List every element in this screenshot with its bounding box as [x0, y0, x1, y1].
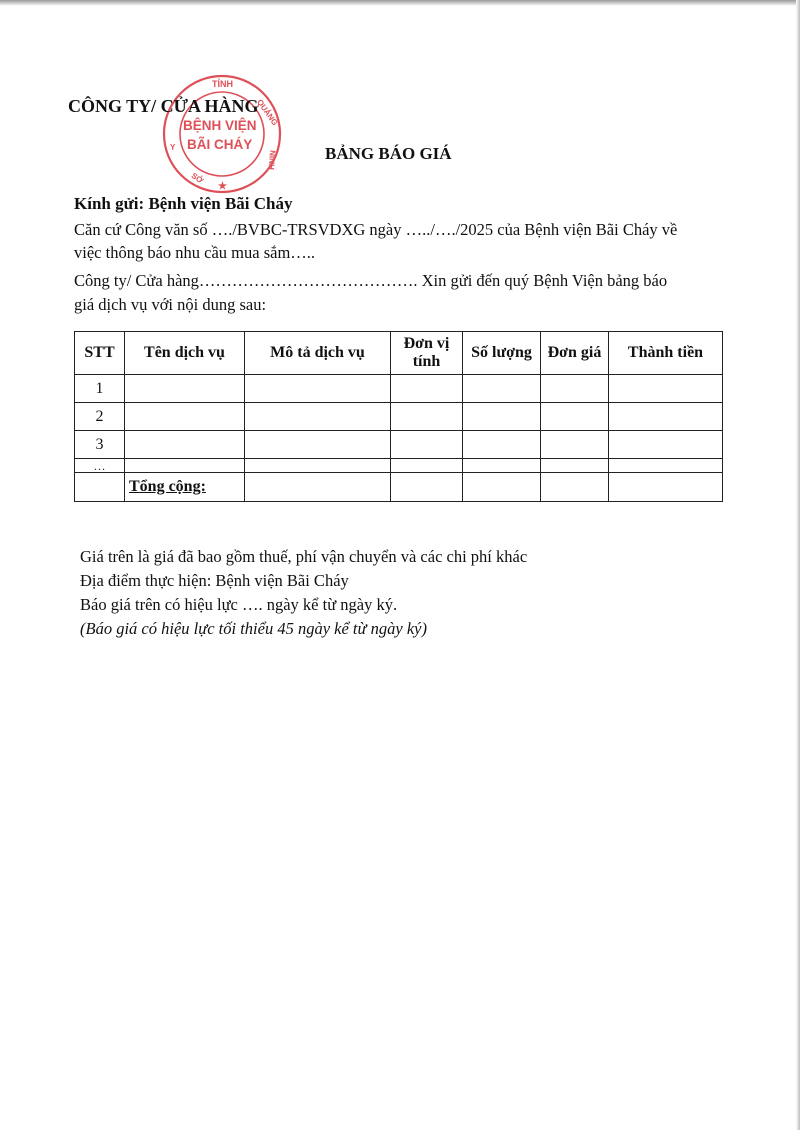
recipient-line: Kính gửi: Bệnh viện Bãi Cháy	[74, 194, 293, 213]
cell-stt: …	[75, 459, 125, 473]
cell-unit-price	[541, 403, 609, 431]
cell-unit-price	[541, 375, 609, 403]
hospital-stamp	[160, 72, 284, 196]
scan-edge-right	[796, 0, 800, 1130]
intro-line-3: Công ty/ Cửa hàng…………………………………. Xin gửi đến quý Bệnh Viện bảng báo	[74, 271, 668, 290]
company-label: CÔNG TY/ CỬA HÀNG	[68, 96, 259, 116]
cell-service-name	[125, 459, 245, 473]
header-unit-price: Đơn giá	[541, 332, 609, 375]
cell-quantity	[463, 403, 541, 431]
cell-service-desc	[245, 431, 391, 459]
total-row	[75, 473, 723, 502]
cell-quantity	[463, 459, 541, 473]
cell-amount	[609, 431, 723, 459]
cell-amount	[609, 459, 723, 473]
cell-service-name	[125, 375, 245, 403]
cell-quantity	[463, 431, 541, 459]
cell-service-desc	[245, 375, 391, 403]
stamp-left-text: Y	[170, 143, 176, 152]
cell-total-quantity	[463, 473, 541, 502]
note-price-includes: Giá trên là giá đã bao gồm thuế, phí vận chuyển và các chi phí khác	[80, 547, 528, 566]
header-amount: Thành tiền	[609, 332, 723, 375]
cell-unit	[391, 375, 463, 403]
stamp-star: ★	[218, 181, 227, 192]
table-row	[75, 403, 723, 431]
cell-unit-price	[541, 459, 609, 473]
stamp-right-text: QUẢNG	[255, 97, 280, 128]
cell-unit	[391, 431, 463, 459]
note-minimum-validity: (Báo giá có hiệu lực tối thiểu 45 ngày kể từ ngày ký)	[80, 619, 427, 638]
table-row	[75, 459, 723, 473]
intro-line-2: việc thông báo nhu cầu mua sắm…..	[74, 243, 316, 262]
cell-total-desc	[245, 473, 391, 502]
cell-unit	[391, 403, 463, 431]
cell-amount	[609, 375, 723, 403]
note-location: Địa điểm thực hiện: Bệnh viện Bãi Cháy	[80, 571, 349, 590]
header-stt: STT	[75, 332, 125, 375]
cell-service-desc	[245, 459, 391, 473]
header-service-desc: Mô tả dịch vụ	[245, 332, 391, 375]
stamp-name-line2: BÃI CHÁY	[187, 137, 253, 152]
cell-total-stt	[75, 473, 125, 502]
cell-service-desc	[245, 403, 391, 431]
cell-stt: 2	[75, 403, 125, 431]
stamp-top-text: TỈNH	[212, 79, 233, 89]
table-row	[75, 375, 723, 403]
cell-quantity	[463, 375, 541, 403]
page-title: BẢNG BÁO GIÁ	[325, 144, 452, 163]
cell-stt: 1	[75, 375, 125, 403]
quote-table	[74, 331, 723, 502]
note-validity: Báo giá trên có hiệu lực …. ngày kể từ ngày ký.	[80, 595, 398, 614]
table-row	[75, 431, 723, 459]
cell-stt: 3	[75, 431, 125, 459]
cell-total-unit-price	[541, 473, 609, 502]
cell-service-name	[125, 431, 245, 459]
header-quantity: Số lượng	[463, 332, 541, 375]
intro-line-4: giá dịch vụ với nội dung sau:	[74, 295, 267, 314]
cell-service-name	[125, 403, 245, 431]
cell-total-amount	[609, 473, 723, 502]
intro-line-1: Căn cứ Công văn số …./BVBC-TRSVDXG ngày …../…./2025 của Bệnh viện Bãi Cháy về	[74, 220, 678, 239]
header-unit: Đơn vị tính	[391, 332, 463, 375]
cell-amount	[609, 403, 723, 431]
cell-unit	[391, 459, 463, 473]
cell-total-unit	[391, 473, 463, 502]
scan-edge-top	[0, 0, 800, 6]
table-header-row	[75, 332, 723, 375]
stamp-name-line1: BỆNH VIỆN	[183, 118, 257, 133]
stamp-bottom-text: SỞ	[189, 170, 205, 186]
total-label: Tổng cộng:	[125, 473, 245, 502]
cell-unit-price	[541, 431, 609, 459]
stamp-right-low-text: NINH	[266, 149, 278, 171]
header-service-name: Tên dịch vụ	[125, 332, 245, 375]
